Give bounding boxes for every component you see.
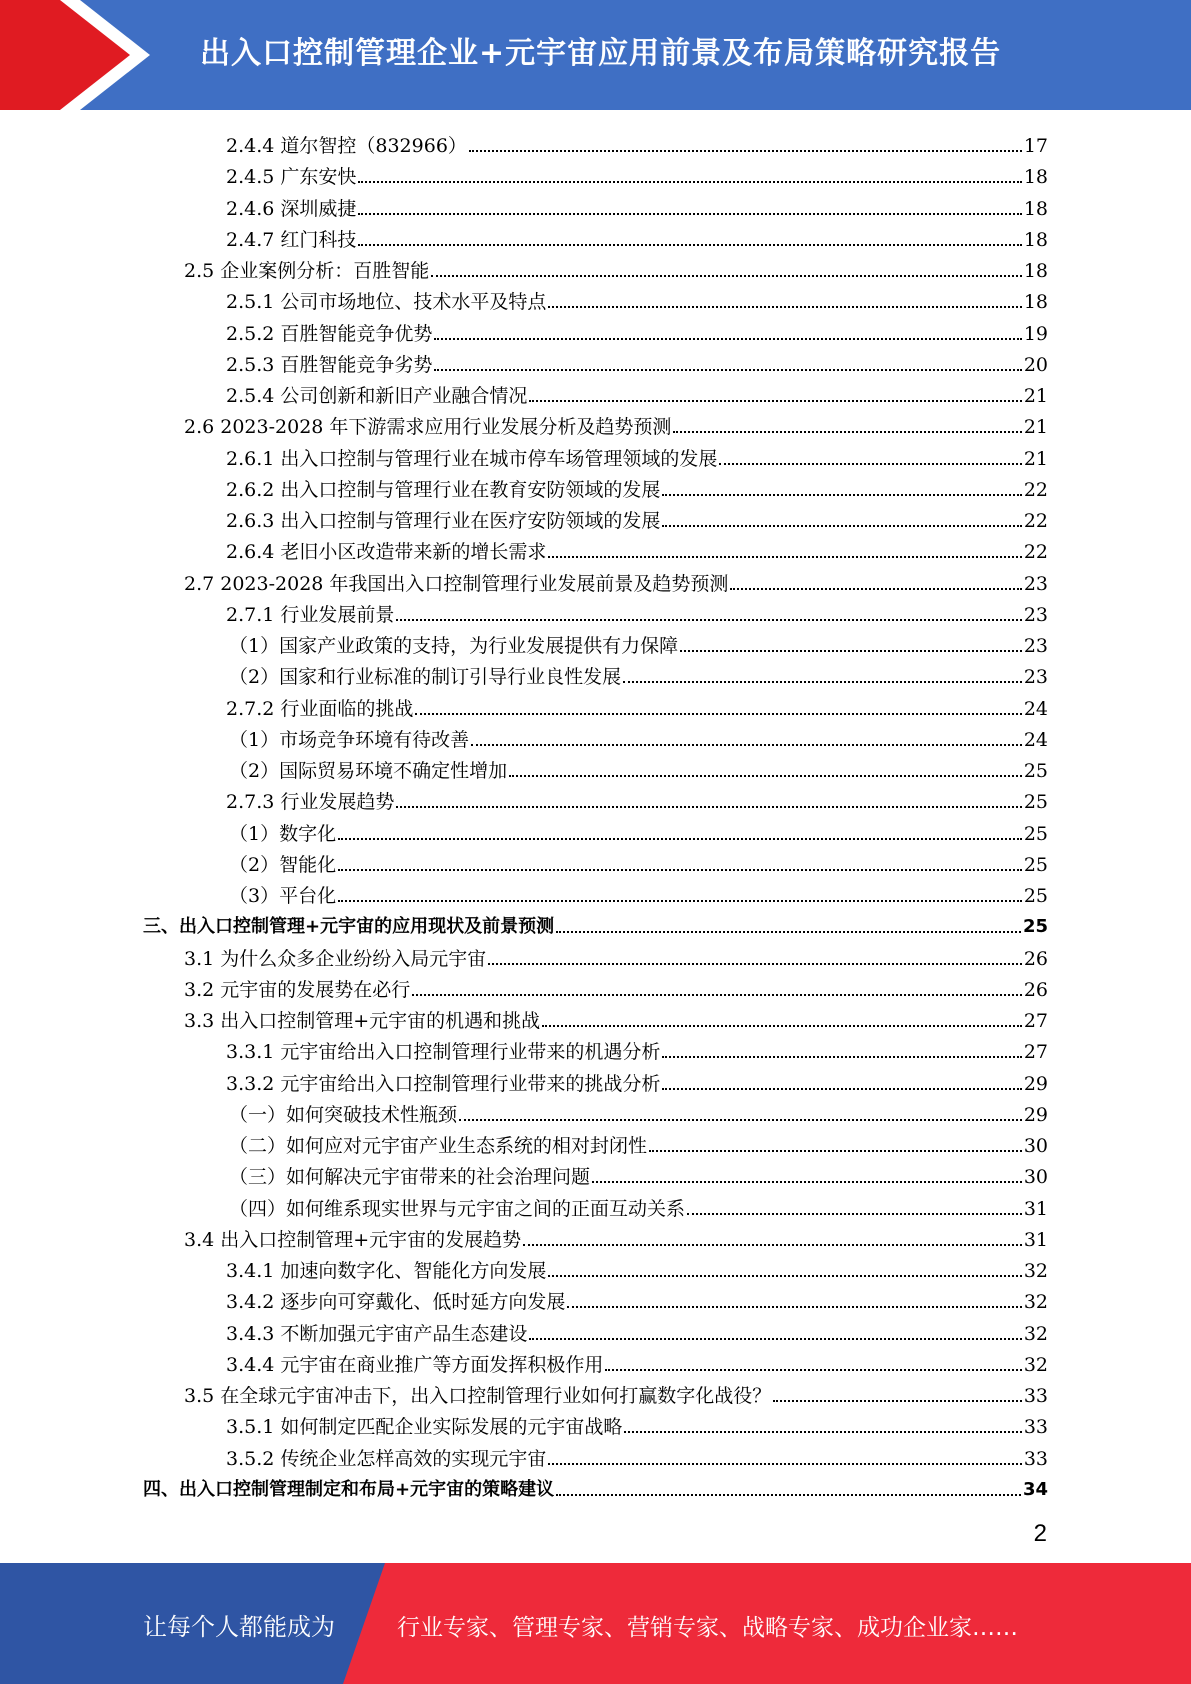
toc-entry-page: 31: [1023, 1228, 1048, 1251]
toc-entry-page: 25: [1023, 853, 1048, 876]
toc-entry-title: 2.6.3 出入口控制与管理行业在医疗安防领域的发展: [226, 510, 661, 532]
toc-leader-dots: [662, 1056, 1021, 1058]
toc-entry-page: 33: [1023, 1385, 1048, 1407]
toc-entry-title: （3）平台化: [229, 885, 337, 907]
toc-entry-title: 3.2 元宇宙的发展势在必行: [184, 978, 411, 1001]
toc-entry-title: （1）市场竞争环境有待改善: [229, 728, 470, 751]
toc-entry[interactable]: [143, 908, 1048, 939]
toc-entry-title: （二）如何应对元宇宙产业生态系统的相对封闭性: [229, 1135, 648, 1157]
toc-entry-page: 29: [1023, 1072, 1048, 1095]
footer-slogan-right: 行业专家、管理专家、营销专家、战略专家、成功企业家……: [397, 1615, 1018, 1641]
toc-leader-dots: [687, 1213, 1022, 1215]
footer-slogan-left: 让每个人都能成为: [143, 1613, 335, 1641]
toc-entry[interactable]: [184, 1221, 1048, 1252]
toc-entry-title: 2.7 2023-2028 年我国出入口控制管理行业发展前景及趋势预测: [184, 572, 729, 595]
toc-entry-title: 2.7.2 行业面临的挑战: [226, 697, 414, 720]
toc-entry-title: （三）如何解决元宇宙带来的社会治理问题: [229, 1166, 591, 1189]
toc-entry-page: 30: [1023, 1135, 1048, 1157]
toc-leader-dots: [605, 1369, 1021, 1371]
toc-entry[interactable]: [226, 1033, 1048, 1064]
toc-entry[interactable]: [184, 971, 1048, 1002]
toc-entry-page: 25: [1022, 916, 1048, 938]
toc-leader-dots: [662, 1088, 1021, 1090]
toc-entry-page: 32: [1023, 1353, 1048, 1376]
toc-leader-dots: [567, 1306, 1021, 1308]
toc-entry-title: 2.4.7 红门科技: [226, 228, 357, 251]
toc-entry-page: 19: [1023, 322, 1048, 345]
toc-entry[interactable]: [226, 127, 1048, 158]
toc-leader-dots: [434, 369, 1021, 371]
toc-entry-title: （1）数字化: [229, 822, 337, 845]
toc-entry[interactable]: [229, 752, 1048, 783]
toc-entry-title: 3.5 在全球元宇宙冲击下，出入口控制管理行业如何打赢数字化战役？: [184, 1385, 772, 1407]
toc-leader-dots: [469, 150, 1022, 152]
toc-entry-title: 3.3.2 元宇宙给出入口控制管理行业带来的挑战分析: [226, 1072, 661, 1095]
toc-entry[interactable]: [226, 283, 1048, 314]
toc-entry-page: 32: [1023, 1260, 1048, 1282]
toc-leader-dots: [358, 181, 1021, 183]
toc-entry-title: 三、出入口控制管理+元宇宙的应用现状及前景预测: [143, 916, 555, 938]
toc-entry-title: 2.6.1 出入口控制与管理行业在城市停车场管理领域的发展: [226, 447, 718, 470]
toc-entry[interactable]: [226, 1440, 1048, 1471]
toc-entry-title: 3.4.1 加速向数字化、智能化方向发展: [226, 1260, 547, 1282]
toc-leader-dots: [662, 494, 1021, 496]
toc-entry-title: 3.4.2 逐步向可穿戴化、低时延方向发展: [226, 1291, 566, 1314]
toc-entry[interactable]: [226, 533, 1048, 564]
page-footer: [0, 1563, 1191, 1684]
toc-entry[interactable]: [229, 721, 1048, 752]
toc-entry-title: 2.5 企业案例分析：百胜智能: [184, 260, 430, 282]
toc-leader-dots: [358, 213, 1021, 215]
toc-entry[interactable]: [229, 627, 1048, 658]
toc-entry-title: 2.5.2 百胜智能竞争优势: [226, 322, 433, 345]
toc-entry[interactable]: [229, 1096, 1048, 1127]
toc-leader-dots: [680, 650, 1022, 652]
toc-entry-title: （2）国家和行业标准的制订引导行业良性发展: [229, 666, 622, 689]
toc-entry-title: （2）国际贸易环境不确定性增加: [229, 760, 508, 782]
toc-entry-page: 22: [1023, 478, 1048, 501]
toc-entry-page: 18: [1023, 291, 1048, 314]
toc-entry-page: 33: [1023, 1416, 1048, 1439]
report-title: 出入口控制管理企业+元宇宙应用前景及布局策略研究报告: [200, 36, 1002, 71]
toc-entry-page: 21: [1023, 447, 1048, 470]
toc-entry-title: （2）智能化: [229, 853, 337, 876]
toc-leader-dots: [649, 1150, 1022, 1152]
toc-entry[interactable]: [229, 1158, 1048, 1189]
toc-entry[interactable]: [184, 408, 1048, 439]
toc-entry[interactable]: [184, 1377, 1048, 1408]
toc-leader-dots: [412, 994, 1022, 996]
toc-entry[interactable]: [226, 158, 1048, 189]
toc-entry[interactable]: [229, 658, 1048, 689]
toc-leader-dots: [623, 681, 1022, 683]
toc-entry-page: 34: [1022, 1478, 1048, 1500]
toc-entry[interactable]: [226, 471, 1048, 502]
toc-entry-title: 3.5.1 如何制定匹配企业实际发展的元宇宙战略: [226, 1416, 623, 1439]
toc-entry-page: 18: [1023, 228, 1048, 251]
toc-entry-page: 18: [1023, 197, 1048, 220]
toc-entry[interactable]: [229, 1190, 1048, 1221]
toc-entry-page: 29: [1023, 1103, 1048, 1126]
toc-leader-dots: [662, 525, 1021, 527]
toc-entry-page: 24: [1023, 728, 1048, 751]
toc-entry-page: 25: [1023, 791, 1048, 814]
toc-entry-page: 24: [1023, 697, 1048, 720]
toc-leader-dots: [459, 1119, 1022, 1121]
toc-entry-title: 3.4.3 不断加强元宇宙产品生态建设: [226, 1322, 528, 1345]
toc-entry[interactable]: [226, 1408, 1048, 1439]
toc-entry[interactable]: [226, 502, 1048, 533]
toc-leader-dots: [719, 463, 1021, 465]
toc-leader-dots: [548, 1463, 1021, 1465]
toc-entry-page: 32: [1023, 1322, 1048, 1345]
toc-entry-title: 3.5.2 传统企业怎样高效的实现元宇宙: [226, 1447, 547, 1470]
toc-entry[interactable]: [226, 221, 1048, 252]
toc-entry-title: 2.6 2023-2028 年下游需求应用行业发展分析及趋势预测: [184, 416, 672, 439]
toc-entry-title: 2.7.1 行业发展前景: [226, 603, 395, 626]
toc-entry[interactable]: [226, 1346, 1048, 1377]
toc-entry-page: 23: [1023, 572, 1048, 595]
toc-entry[interactable]: [226, 1065, 1048, 1096]
toc-leader-dots: [471, 744, 1022, 746]
toc-entry[interactable]: [226, 190, 1048, 221]
toc-entry[interactable]: [226, 346, 1048, 377]
toc-entry-page: 23: [1023, 603, 1048, 626]
toc-leader-dots: [338, 900, 1022, 902]
toc-entry-title: 2.6.2 出入口控制与管理行业在教育安防领域的发展: [226, 478, 661, 501]
toc-entry[interactable]: [226, 315, 1048, 346]
toc-entry-title: 2.6.4 老旧小区改造带来新的增长需求: [226, 541, 547, 564]
toc-entry-page: 32: [1023, 1291, 1048, 1314]
toc-entry[interactable]: [226, 783, 1048, 814]
toc-entry-page: 25: [1023, 885, 1048, 907]
toc-entry-page: 22: [1023, 541, 1048, 564]
toc-entry[interactable]: [184, 565, 1048, 596]
toc-entry[interactable]: [184, 1002, 1048, 1033]
toc-entry-page: 31: [1023, 1197, 1048, 1220]
toc-entry-title: 3.3.1 元宇宙给出入口控制管理行业带来的机遇分析: [226, 1041, 661, 1064]
toc-entry-page: 18: [1023, 166, 1048, 189]
toc-leader-dots: [548, 556, 1021, 558]
toc-entry-page: 20: [1023, 353, 1048, 376]
toc-leader-dots: [556, 931, 1021, 933]
toc-entry-page: 23: [1023, 666, 1048, 689]
toc-entry-title: 2.7.3 行业发展趋势: [226, 791, 395, 814]
toc-leader-dots: [338, 838, 1022, 840]
toc-leader-dots: [509, 775, 1022, 777]
toc-entry-title: 2.4.4 道尔智控（832966）: [226, 135, 467, 157]
toc-entry-page: 25: [1023, 760, 1048, 782]
toc-entry[interactable]: [229, 877, 1048, 908]
page-header: [0, 0, 1191, 110]
toc-entry[interactable]: [143, 1471, 1048, 1502]
toc-entry-title: 2.5.3 百胜智能竞争劣势: [226, 353, 433, 376]
toc-entry-page: 22: [1023, 510, 1048, 532]
toc-leader-dots: [523, 1244, 1022, 1246]
toc-entry-page: 17: [1023, 135, 1048, 157]
toc-entry[interactable]: [226, 377, 1048, 408]
toc-entry-page: 33: [1023, 1447, 1048, 1470]
toc-leader-dots: [529, 1338, 1021, 1340]
toc-entry-title: 2.4.6 深圳威捷: [226, 197, 357, 220]
toc-entry-title: （1）国家产业政策的支持，为行业发展提供有力保障: [229, 635, 679, 657]
toc-entry-page: 18: [1023, 260, 1048, 282]
toc-entry-page: 25: [1023, 822, 1048, 845]
toc-leader-dots: [548, 1275, 1021, 1277]
toc-entry-title: 3.1 为什么众多企业纷纷入局元宇宙: [184, 947, 487, 970]
toc-entry-title: 3.3 出入口控制管理+元宇宙的机遇和挑战: [184, 1010, 541, 1032]
toc-entry-page: 21: [1023, 416, 1048, 439]
toc-entry-title: 2.5.1 公司市场地位、技术水平及特点: [226, 291, 547, 314]
toc-leader-dots: [488, 963, 1022, 965]
toc-leader-dots: [592, 1181, 1022, 1183]
toc-leader-dots: [548, 306, 1021, 308]
toc-leader-dots: [415, 713, 1021, 715]
toc-entry[interactable]: [226, 1315, 1048, 1346]
toc-entry[interactable]: [184, 940, 1048, 971]
toc-leader-dots: [431, 275, 1022, 277]
toc-entry[interactable]: [229, 846, 1048, 877]
toc-entry-title: 2.4.5 广东安快: [226, 166, 357, 189]
toc-entry[interactable]: [226, 1252, 1048, 1283]
toc-entry-page: 27: [1023, 1010, 1048, 1032]
toc-entry[interactable]: [226, 596, 1048, 627]
toc-entry-title: （一）如何突破技术性瓶颈: [229, 1103, 458, 1126]
toc-entry[interactable]: [226, 1283, 1048, 1314]
toc-entry[interactable]: [184, 252, 1048, 283]
toc-leader-dots: [358, 244, 1021, 246]
toc-leader-dots: [396, 619, 1021, 621]
toc-entry-title: 四、出入口控制管理制定和布局+元宇宙的策略建议: [143, 1478, 555, 1500]
toc-entry-title: 2.5.4 公司创新和新旧产业融合情况: [226, 385, 528, 407]
toc-entry[interactable]: [226, 690, 1048, 721]
toc-leader-dots: [338, 869, 1022, 871]
toc-entry-page: 21: [1023, 385, 1048, 407]
page-number: 2: [1033, 1520, 1047, 1547]
toc-entry-page: 26: [1023, 978, 1048, 1001]
toc-leader-dots: [773, 1400, 1022, 1402]
toc-entry-page: 26: [1023, 947, 1048, 970]
toc-leader-dots: [673, 431, 1021, 433]
toc-leader-dots: [624, 1431, 1021, 1433]
toc-leader-dots: [396, 806, 1021, 808]
toc-leader-dots: [542, 1025, 1022, 1027]
toc-entry[interactable]: [229, 815, 1048, 846]
toc-entry-title: 3.4 出入口控制管理+元宇宙的发展趋势: [184, 1228, 522, 1251]
toc-leader-dots: [730, 588, 1021, 590]
toc-leader-dots: [434, 338, 1021, 340]
toc-entry-page: 23: [1023, 635, 1048, 657]
toc-entry[interactable]: [229, 1127, 1048, 1158]
toc-leader-dots: [556, 1494, 1021, 1496]
toc-entry-page: 27: [1023, 1041, 1048, 1064]
toc-entry[interactable]: [226, 440, 1048, 471]
toc-entry-title: 3.4.4 元宇宙在商业推广等方面发挥积极作用: [226, 1353, 604, 1376]
toc-entry-page: 30: [1023, 1166, 1048, 1189]
toc-entry-title: （四）如何维系现实世界与元宇宙之间的正面互动关系: [229, 1197, 686, 1220]
toc-leader-dots: [529, 400, 1021, 402]
